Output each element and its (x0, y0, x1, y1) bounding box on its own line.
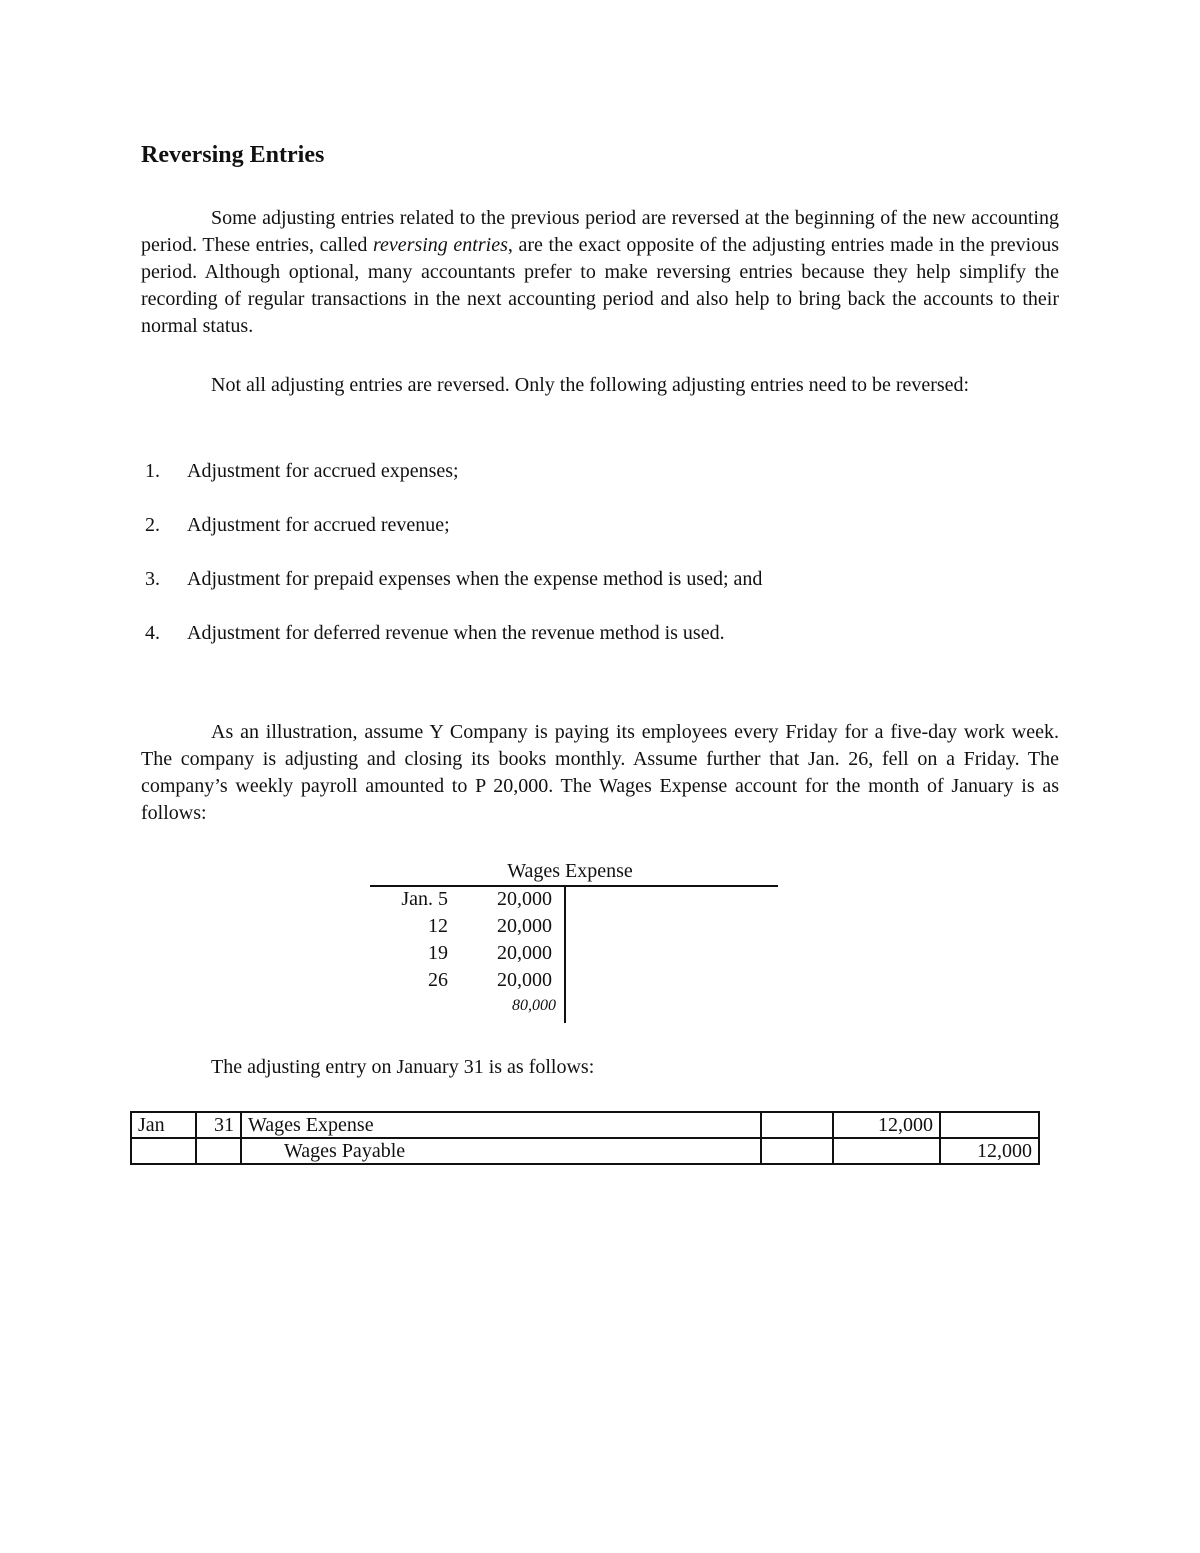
journal-credit: 12,000 (940, 1138, 1039, 1164)
journal-day: 31 (196, 1112, 241, 1138)
list-item (141, 620, 1059, 674)
journal-credit (940, 1112, 1039, 1138)
table-row (131, 1138, 1039, 1164)
journal-account: Wages Payable (241, 1138, 761, 1164)
paragraph-intro-term: reversing entries (373, 234, 508, 256)
paragraph-intro-part2: , are the exact opposite of the adjusting entries made in the previous period. Although optional, many accountants prefer to make reversing entries because they help simplify the recording of regular transactions in the next accounting period and also help to bring back the accounts to their normal status. (141, 234, 1059, 337)
list-item-number: 4. (145, 622, 160, 644)
journal-debit: 12,000 (833, 1112, 940, 1138)
journal-entry-table (130, 1111, 1040, 1165)
paragraph-adjusting-entry: The adjusting entry on January 31 is as follows: (211, 1056, 595, 1078)
list-item-text: Adjustment for deferred revenue when the revenue method is used. (187, 622, 725, 644)
journal-month (131, 1138, 196, 1164)
t-account-amount: 20,000 (497, 969, 552, 991)
t-account-row (370, 967, 560, 994)
t-account-vertical-rule (564, 885, 566, 1023)
page-title: Reversing Entries (141, 142, 325, 168)
journal-month: Jan (131, 1112, 196, 1138)
t-account-total: 80,000 (512, 997, 556, 1014)
t-account-amount: 20,000 (497, 942, 552, 964)
list-item-text: Adjustment for accrued expenses; (187, 460, 459, 482)
journal-day (196, 1138, 241, 1164)
paragraph-not-all: Not all adjusting entries are reversed. Only the following adjusting entries need to be reversed: (211, 374, 970, 396)
list-item-text: Adjustment for accrued revenue; (187, 514, 450, 536)
journal-debit (833, 1138, 940, 1164)
list-item-number: 2. (145, 514, 160, 536)
journal-ref (761, 1138, 833, 1164)
t-account-title: Wages Expense (507, 860, 633, 882)
paragraph-intro-part1: Some adjusting entries related to the previous period are reversed at the beginning of the new accounting period. These entries, called (141, 207, 1059, 256)
t-account-date: 19 (428, 942, 448, 964)
t-account-date: 12 (428, 915, 448, 937)
t-account-amount: 20,000 (497, 915, 552, 937)
journal-ref (761, 1112, 833, 1138)
t-account-amount: 20,000 (497, 888, 552, 910)
t-account-row (370, 940, 560, 967)
list-item (141, 512, 1059, 566)
t-account-date: Jan. 5 (401, 888, 448, 910)
paragraph-intro (141, 205, 1059, 340)
t-account-date: 26 (428, 969, 448, 991)
t-account-row (370, 913, 560, 940)
list-item-text: Adjustment for prepaid expenses when the expense method is used; and (187, 568, 763, 590)
journal-account: Wages Expense (241, 1112, 761, 1138)
t-account-row (370, 886, 560, 913)
paragraph-illustration: As an illustration, assume Y Company is paying its employees every Friday for a five-day work week. The company is adjusting and closing its books monthly. Assume further that Jan. 26, fell on a Friday. The company’s weekly payroll amounted to P 20,000. The Wages Expense account for the month of January is as follows: (141, 721, 1059, 824)
list-item-number: 1. (145, 460, 160, 482)
reversal-list (141, 458, 1059, 674)
table-row (131, 1112, 1039, 1138)
list-item (141, 458, 1059, 512)
t-account-wages-expense (370, 858, 778, 1024)
list-item-number: 3. (145, 568, 160, 590)
list-item (141, 566, 1059, 620)
